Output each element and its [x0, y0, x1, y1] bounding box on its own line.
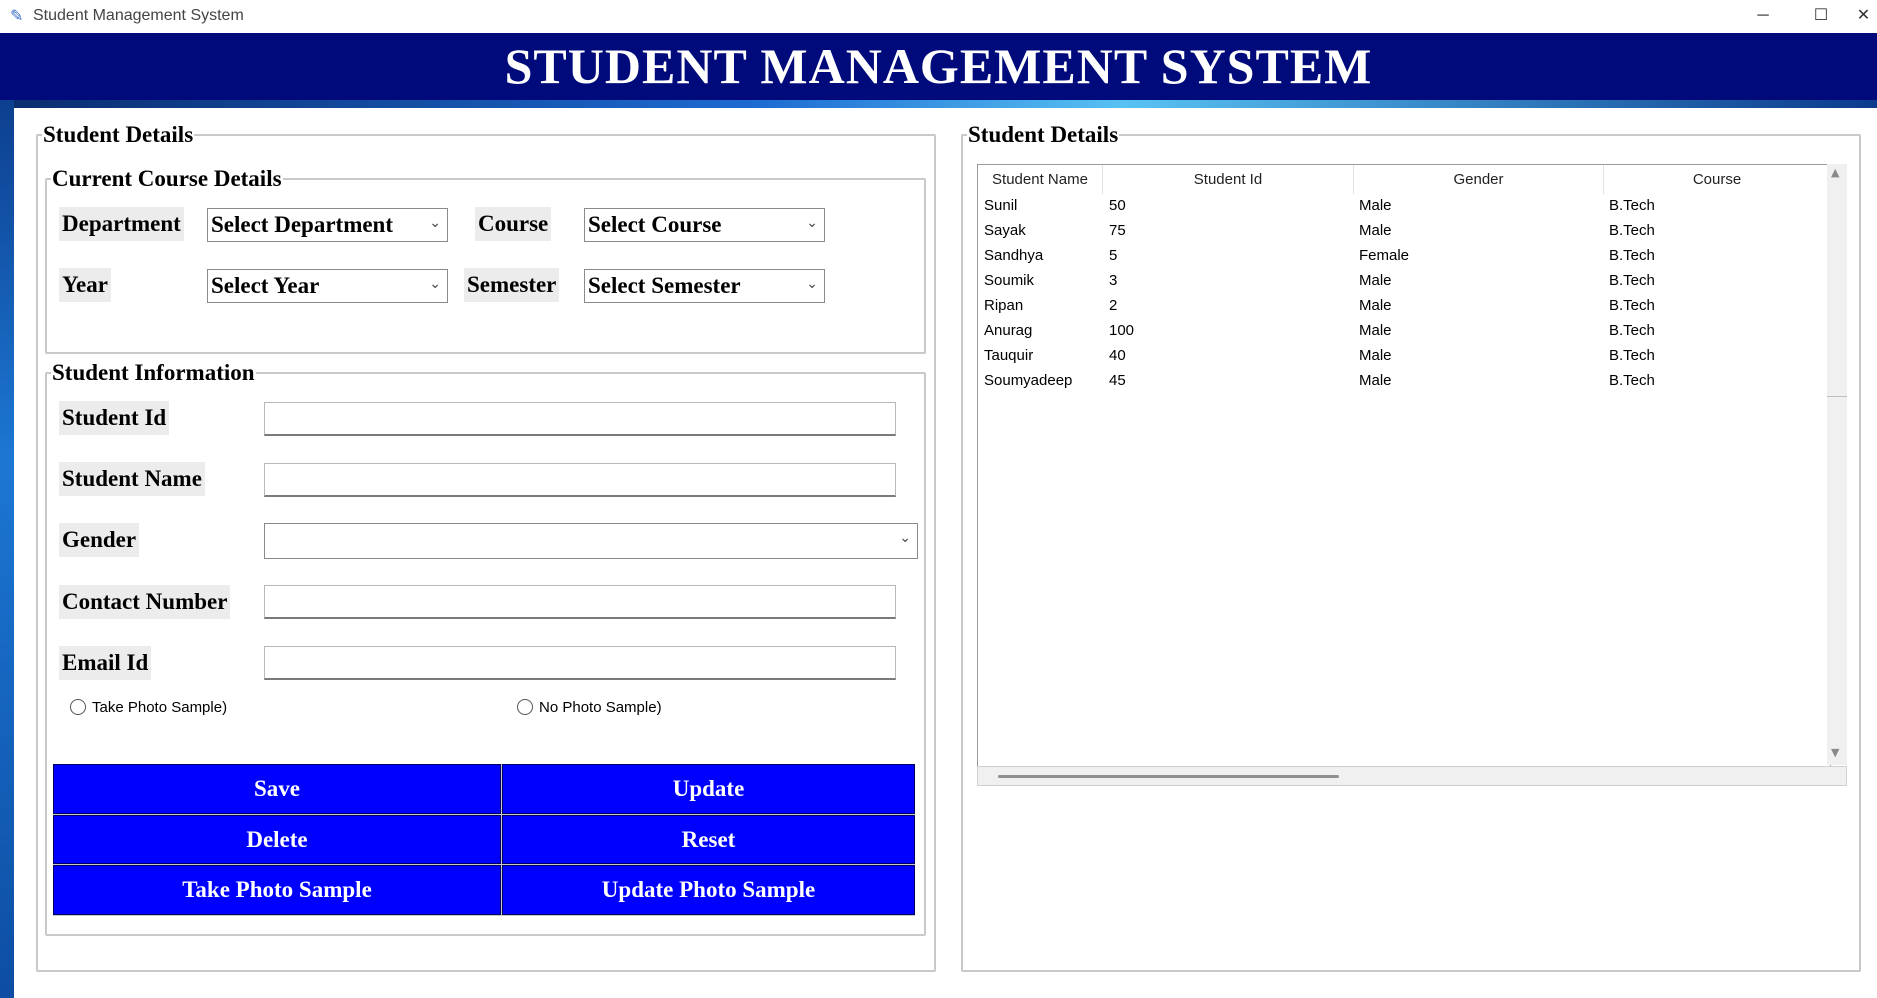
background-left [0, 100, 14, 998]
cell-gender: Female [1359, 247, 1410, 264]
save-button[interactable]: Save [53, 764, 501, 814]
cell-gender: Male [1359, 322, 1392, 339]
cell-student-name: Sayak [984, 222, 1026, 239]
cell-student-id: 2 [1109, 297, 1118, 314]
feather-icon: ✎ [10, 8, 24, 25]
app-banner [0, 33, 1877, 100]
cell-gender: Male [1359, 197, 1392, 214]
table-row[interactable] [978, 269, 1830, 294]
cell-student-name: Tauquir [984, 347, 1034, 364]
background-strip [0, 100, 1877, 108]
column-header-course[interactable]: Course [1604, 165, 1830, 194]
table-row[interactable] [978, 319, 1830, 344]
email-id-input[interactable] [264, 646, 896, 680]
cell-student-id: 45 [1109, 372, 1126, 389]
cell-student-name: Sunil [984, 197, 1018, 214]
course-details-frame [45, 166, 926, 354]
cell-student-id: 40 [1109, 347, 1126, 364]
table-row[interactable] [978, 219, 1830, 244]
update-photo-sample-button[interactable]: Update Photo Sample [502, 865, 915, 915]
scroll-down-arrow-icon[interactable]: ▼ [1831, 746, 1840, 759]
take-photo-radio-label: Take Photo Sample) [92, 699, 228, 716]
table-row[interactable] [978, 194, 1830, 219]
cell-gender: Male [1359, 272, 1392, 289]
maximize-button[interactable]: ☐ [1813, 7, 1829, 24]
minimize-button[interactable]: ─ [1757, 7, 1769, 24]
column-header-gender[interactable]: Gender [1354, 165, 1604, 194]
radio-circle-icon [517, 699, 533, 715]
cell-student-id: 3 [1109, 272, 1118, 289]
right-frame-title: Student Details [968, 122, 1119, 147]
student-id-input[interactable] [264, 402, 896, 436]
scroll-up-arrow-icon[interactable]: ▲ [1831, 166, 1840, 179]
chevron-down-icon: ⌄ [806, 276, 818, 292]
course-frame-title: Current Course Details [52, 166, 282, 191]
cell-course: B.Tech [1609, 372, 1655, 389]
cell-course: B.Tech [1609, 347, 1655, 364]
window-titlebar [0, 0, 1877, 33]
contact-number-input[interactable] [264, 585, 896, 619]
year-label: Year [59, 268, 111, 302]
student-id-label: Student Id [59, 401, 169, 435]
cell-gender: Male [1359, 222, 1392, 239]
vertical-scrollbar[interactable] [1827, 164, 1847, 765]
department-select[interactable] [207, 208, 448, 242]
no-photo-radio-label: No Photo Sample) [539, 699, 662, 716]
department-label: Department [59, 207, 184, 241]
cell-student-name: Soumik [984, 272, 1035, 289]
course-select[interactable] [584, 208, 825, 242]
year-select-value: Select Year [211, 273, 320, 298]
cell-student-name: Sandhya [984, 247, 1044, 264]
semester-select-value: Select Semester [588, 273, 741, 298]
banner-title: STUDENT MANAGEMENT SYSTEM [504, 38, 1373, 94]
chevron-down-icon: ⌄ [429, 215, 441, 231]
year-select[interactable] [207, 269, 448, 303]
cell-student-name: Soumyadeep [984, 372, 1073, 389]
course-label: Course [475, 207, 551, 241]
chevron-down-icon: ⌄ [806, 215, 818, 231]
table-row[interactable] [978, 369, 1830, 394]
table-row[interactable] [978, 344, 1830, 369]
chevron-down-icon: ⌄ [429, 276, 441, 292]
button-grid [53, 764, 915, 916]
update-button[interactable]: Update [502, 764, 915, 814]
semester-select[interactable] [584, 269, 825, 303]
email-id-label: Email Id [59, 646, 151, 680]
cell-course: B.Tech [1609, 247, 1655, 264]
reset-button[interactable]: Reset [502, 815, 915, 864]
cell-student-id: 50 [1109, 197, 1126, 214]
cell-course: B.Tech [1609, 297, 1655, 314]
student-info-frame-title: Student Information [52, 360, 255, 385]
vertical-scroll-thumb-edge [1827, 396, 1847, 397]
cell-student-id: 100 [1109, 322, 1135, 339]
cell-course: B.Tech [1609, 197, 1655, 214]
column-header-student-id[interactable]: Student Id [1103, 165, 1354, 194]
take-photo-radio[interactable] [70, 699, 227, 716]
course-select-value: Select Course [588, 212, 722, 237]
student-table [977, 164, 1831, 767]
department-select-value: Select Department [211, 212, 394, 237]
contact-number-label: Contact Number [59, 585, 230, 619]
cell-gender: Male [1359, 297, 1392, 314]
table-row[interactable] [978, 294, 1830, 319]
gender-select[interactable] [264, 523, 918, 559]
close-button[interactable]: ✕ [1856, 7, 1871, 24]
take-photo-sample-button[interactable]: Take Photo Sample [53, 865, 501, 915]
cell-student-id: 5 [1109, 247, 1118, 264]
window-title: Student Management System [33, 7, 244, 24]
table-row[interactable] [978, 244, 1830, 269]
student-name-label: Student Name [59, 462, 205, 496]
horizontal-scroll-thumb[interactable] [998, 775, 1339, 778]
horizontal-scrollbar[interactable] [977, 766, 1847, 786]
cell-course: B.Tech [1609, 222, 1655, 239]
cell-student-name: Anurag [984, 322, 1033, 339]
gender-label: Gender [59, 523, 139, 557]
table-header [978, 165, 1830, 194]
cell-gender: Male [1359, 347, 1392, 364]
student-name-input[interactable] [264, 463, 896, 497]
no-photo-radio[interactable] [517, 699, 662, 716]
semester-label: Semester [464, 268, 559, 302]
delete-button[interactable]: Delete [53, 815, 501, 864]
column-header-student-name[interactable]: Student Name [978, 165, 1103, 194]
cell-course: B.Tech [1609, 322, 1655, 339]
left-frame-title: Student Details [43, 122, 194, 147]
cell-student-id: 75 [1109, 222, 1126, 239]
cell-student-name: Ripan [984, 297, 1024, 314]
chevron-down-icon: ⌄ [899, 530, 911, 546]
cell-course: B.Tech [1609, 272, 1655, 289]
radio-circle-icon [70, 699, 86, 715]
cell-gender: Male [1359, 372, 1392, 389]
